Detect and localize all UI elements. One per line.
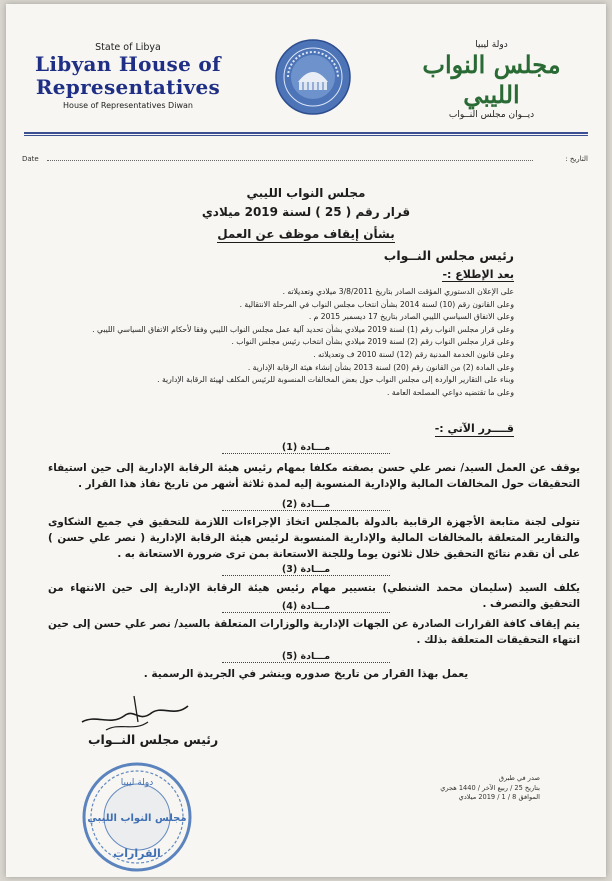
decided-heading xyxy=(435,422,514,435)
article-1-heading: مـــادة (1) xyxy=(222,442,390,454)
letterhead-en-subtitle: House of Representatives Diwan xyxy=(63,101,193,110)
date-label-ar: التاريخ : xyxy=(565,155,588,163)
article-heading xyxy=(6,651,606,662)
decided-text: قــــرر الآتي :- xyxy=(434,422,514,435)
preamble-item: وعلى الاتفاق السياسي الليبي الصادر بتاريخ 17 ديسمبر 2015 م . xyxy=(308,312,514,322)
speaker-title: رئيس مجلس النــواب xyxy=(383,248,514,263)
article-2-heading: مـــادة (2) xyxy=(222,499,390,511)
date-row xyxy=(22,155,588,167)
official-seal-icon xyxy=(81,761,193,873)
article-heading xyxy=(6,442,606,453)
preamble-list xyxy=(92,286,514,399)
letterhead-ar-state: دولة ليبيا xyxy=(475,40,508,50)
letterhead-ar-title: مجلس النواب الليبي xyxy=(422,50,561,109)
article-heading xyxy=(6,564,606,575)
article-4-text: يتم إيقاف كافة القرارات الصادرة عن الجهات الإدارية والوزارات المتعلقة بالسيد/ نصر علي حسن إلى حين انتهاء التحقيقات المتعلقة بذلك . xyxy=(48,618,580,647)
article-1-text: يوقف عن العمل السيد/ نصر علي حسن بصفته مكلفا بمهام رئيس هيئة الرقابة الإدارية إلى حين استيفاء التحقيقات حول المخالفات المالية والإدارية المنسوبة إليه لمدة ثلاثة أشهر من تاريخ نفاذ هذا القرار . xyxy=(48,462,580,491)
letterhead-arabic xyxy=(399,40,584,120)
after-review-text: بعد الإطلاع :- xyxy=(442,268,514,281)
article-3-text: يكلف السيد (سليمان محمد الشنطي) بتسيير مهام رئيس هيئة الرقابة الإدارية إلى حين الانتهاء من التحقيق والتصرف . xyxy=(48,582,580,611)
letterhead-en-state: State of Libya xyxy=(95,42,161,53)
date-label-en: Date xyxy=(22,155,39,163)
article-heading xyxy=(6,601,606,612)
preamble-item: وعلى ما تقتضيه دواعي المصلحة العامة . xyxy=(387,387,514,397)
article-5-heading: مـــادة (5) xyxy=(222,651,390,663)
preamble-item: وعلى قرار مجلس النواب رقم (2) لسنة 2019 ميلادي بشأن انتخاب رئيس مجلس النواب . xyxy=(231,337,514,347)
preamble-item: على الإعلان الدستوري المؤقت الصادر بتاريخ 3/8/2011 ميلادي وتعديلاته . xyxy=(282,287,514,296)
article-5-text: يعمل بهذا القرار من تاريخ صدوره وينشر في الجريدة الرسمية . xyxy=(143,668,469,680)
article-2-text: تتولى لجنة متابعة الأجهزة الرقابية بالدولة بالمجلس اتخاذ الإجراءات اللازمة للتحقيق في جميع الشكاوى والتقارير المتعلقة بالمخالفات المالية والإدارية المنسوبة لرئيس هيئة الرقابة الإدارية ( نصر علي حسن ) على أن تقدم نتائج التحقيق خلال ثلاثون يوما وللجنة الاستعانة بمن ترى ضرورة الاستعانة به . xyxy=(48,516,580,561)
issued-hijri-date: بتاريخ 25 / ربيع الآخر / 1440 هجري xyxy=(440,783,540,792)
issued-gregorian-date: الموافق 8 / 1 / 2019 ميلادي xyxy=(458,793,540,802)
article-4-heading: مـــادة (4) xyxy=(222,601,390,613)
document-page xyxy=(6,4,606,877)
council-name: مجلس النواب الليبي xyxy=(246,186,366,200)
letterhead-en-title-line1: Libyan House of xyxy=(35,52,221,76)
signature-title: رئيس مجلس النــواب xyxy=(88,732,219,747)
letterhead-divider-thin xyxy=(24,135,588,136)
preamble-item: وعلى قانون الخدمة المدنية رقم (12) لسنة 2010 ف وتعديلاته . xyxy=(313,349,514,359)
issued-block xyxy=(440,774,540,803)
seal-middle-text: مجلس النواب الليبي xyxy=(87,813,187,824)
letterhead-english xyxy=(28,42,228,110)
decision-subject xyxy=(6,227,606,241)
article-3-heading: مـــادة (3) xyxy=(222,564,390,576)
letterhead-en-title-line2: Representatives xyxy=(35,75,221,99)
seal-top-text: دولة ليبيا xyxy=(120,778,154,788)
letterhead-divider xyxy=(24,132,588,134)
decision-number: قرار رقم ( 25 ) لسنة 2019 ميلادي xyxy=(201,205,411,219)
after-review-heading xyxy=(442,268,514,281)
signature-scribble-icon xyxy=(76,692,196,734)
decision-subject-text: بشأن إيقاف موظف عن العمل xyxy=(217,227,395,241)
article-heading xyxy=(6,499,606,510)
parliament-emblem-icon xyxy=(274,38,352,116)
issued-place: صدر في طبرق xyxy=(498,774,540,782)
preamble-item: وعلى القانون رقم (10) لسنة 2014 بشأن انتخاب مجلس النواب في المرحلة الانتقالية . xyxy=(239,299,514,309)
preamble-item: وعلى قرار مجلس النواب رقم (1) لسنة 2019 ميلادي بشأن تحديد آلية عمل مجلس النواب الليبي وفقا لأحكام الاتفاق السياسي الليبي . xyxy=(92,324,514,334)
seal-bottom-text: القرارات xyxy=(113,847,161,860)
letterhead-ar-subtitle: ديــوان مجلس النــواب xyxy=(448,110,535,120)
preamble-item: وعلى المادة (2) من القانون رقم (20) لسنة 2013 بشأن إنشاء هيئة الرقابة الإدارية . xyxy=(247,362,514,372)
preamble-item: وبناء على التقارير الواردة إلى مجلس النواب حول بعض المخالفات المنسوبة للرئيس المكلف لهيئة الرقابة الإدارية . xyxy=(157,375,514,385)
date-line xyxy=(47,160,533,161)
